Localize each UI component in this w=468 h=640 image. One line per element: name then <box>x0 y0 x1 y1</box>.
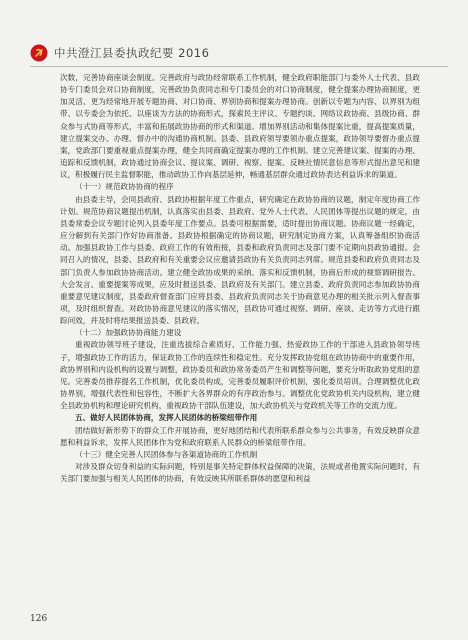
subsection-heading: （十一）规范政协协商的程序 <box>75 182 174 192</box>
running-header <box>30 44 450 62</box>
paragraph: 对涉及群众切身利益的实际问题，特别是事关特定群体权益保障的决策，法规或者他置实际问题时，有关部门要加强与相关人民团体的协商，有效反映其所联系群体的愿望和利益 <box>60 462 420 484</box>
section-heading: 五、做好人民团体协商，发挥人民团体的桥梁纽带作用 <box>75 413 258 423</box>
subsection-heading: （十二）加强政协协商能力建设 <box>75 328 182 338</box>
subsection-heading: （十三）健全完善人民团体参与各渠道协商的工作机制 <box>75 449 258 459</box>
paragraph: 重视政协领导班子建设，注重选拔综合素质好、工作能力强、热爱政协工作的干部进入县政协领导班子，增强政协工作的活力，保证政协工作的连续性和稳定性。充分发挥政协党组在政协协商中的重要作用，政协界别和内设机构的设置与调整，政协委员和政协常务委员产生和调整等问题，要充分听取政协党组的意见。完善委员推荐提名工作机制，优化委员构成，完善委员履职评价机制，强化委员培训。合理调整优化政协界别，增强代表性和包容性，不断扩大各界群众的有序政治参与。调整优化党政协机关内设机构，建立健全县政协机构和理论研究机构，重视政协干部队伍建设，加大政协机关与党政机关等工作的交流力度。 <box>60 340 420 411</box>
paragraph: 由县委主导，会同县政府、县政协根据年度工作重点，研究确定在政协协商的议题，制定年度协商工作计划。规范协商议题提出机制，认真落实由县委、县政府、党外人士代表、人民团体等提出议题的规定，由县委常委会议专题讨论列入县委年度工作要点。县委可根据需要，适时提出协商议题。协商议题一经确定，应分解到有关部门作好协商准备。县政协根据确定的协商议题，研究制定协商方案，认真筹备组织协商活动。加强县政协工作与县委、政府工作的有效衔接，县委和政府负责同志及部门要不定期向县政协通报。会同召入的情况，县委、县政府和有关重要会议应邀请县政协有关负责同志列席。规范县委和政府负责同志及部门负责人参加政协协商活动。建立健全政协成果的采纳、落实和反馈机制，协商后形成的视察调研报告、大会发言、重要提案等成果，应及时报送县委、县政府及有关部门。建立县委、政府负责同志参加政协协商重要意见建议制度，县委政府督查部门应将县委、县政府负责同志关于协商意见办理的相关批示列入督查事项，及时组织督查。对政协协商意见建议的落实情况，县政协可通过视察、调研、座谈、走访等方式进行跟踪问效，并及时将结果报送县委、县政府。 <box>60 194 420 326</box>
paragraph: 次数，完善协商座谈会制度。完善政府与政协经常联系工作机制，健全政府职能部门与委外人士代表、县政协专门委员会对口协商制度，完善政协负责同志和专门委员会的对口协商制度，健全提案办理协商制度，更加灵活、更为经常地开展专题协商、对口协商、界别协商和提案办理协商。创新以专题为内容、以界别为组带、以专委会为依托、以座谈为方法的协商形式，探索民主评议、专题约谈、网络议政协商、县级协商、群众参与式协商等形式，丰富和拓展政协协商的形式和渠道。增加界别活动和集体提案比重，提高提案质量，建立提案交办、办理、督办中的沟通协商机制。县委、县政府领导要领办重点提案，政协领导要督办重点提案，党政部门要重视重点提案办理，健全共同商确定提案办理的工作机制。建立完善建议案、提案的办理、追踪和反馈机制，政协通过协商会议、提议案、调研、视察、提案、反映社情民意信息等形式提出意见和建议，积极履行民主监督职能，推动政协工作向基层延伸，畅通基层群众通过政协表达利益诉求的渠道。 <box>60 73 420 180</box>
party-emblem-icon <box>30 44 48 62</box>
document-body <box>60 72 420 612</box>
paragraph: 团结做好新形势下的群众工作开展协商，更好地团结和代表所联系群众参与公共事务，有效反映群众意愿和利益诉求，发挥人民团体作为党和政府联系人民群众的桥梁纽带作用。 <box>60 425 420 447</box>
header-title: 中共澄江县委执政纪要 2016 <box>54 46 210 60</box>
header-rule <box>30 66 448 67</box>
page-number: 126 <box>30 614 48 624</box>
